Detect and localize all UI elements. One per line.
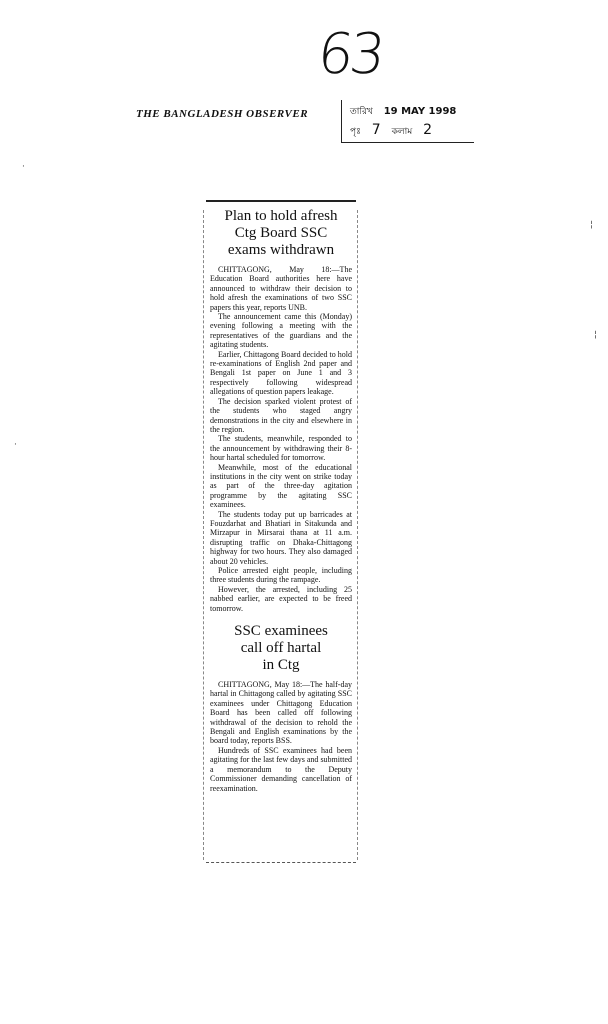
newspaper-name: THE BANGLADESH OBSERVER	[136, 108, 309, 120]
article1-body	[210, 265, 352, 613]
article2-headline-line: call off hartal	[240, 640, 322, 657]
article1-paragraph: The students today put up barricades at Fouzdarhat and Bhatiari in Sitakunda and Mirzapur in Mirsarai thana at 11 a.m. disrupting traffic on Dhaka-Chittagong highway for two hours. They also damaged about 20 vehicles.	[210, 509, 352, 566]
stamp-page-label: পৃঃ	[350, 127, 361, 137]
stamp-page-value: 7	[371, 122, 381, 138]
margin-speck: ·	[14, 440, 17, 450]
article1-paragraph: Meanwhile, most of the educational institutions in the city went on strike today as part of the three-day agitation programme by the agitating SSC examinees.	[210, 462, 352, 510]
stamp-date: 19 MAY 1998	[383, 106, 457, 117]
stamp-date-row	[350, 104, 456, 119]
article2-paragraph: Hundreds of SSC examinees had been agitating for the last few days and submitted a memorandum to the Deputy Commissioner demanding cancellation of reexamination.	[210, 745, 352, 793]
article1-paragraph: The students, meanwhile, responded to the announcement by withdrawing their 8-hour hartal scheduled for tomorrow.	[210, 434, 352, 463]
handwritten-page-number: 63	[314, 22, 385, 87]
newspaper-clipping	[206, 200, 356, 862]
margin-speck: ¦	[590, 220, 594, 230]
stamp-column-label: কলাম	[391, 127, 413, 137]
article2-headline-line: in Ctg	[262, 657, 300, 674]
article1-headline	[206, 208, 356, 259]
article2-headline	[206, 623, 356, 674]
date-stamp	[341, 100, 474, 143]
article1-headline-line: exams withdrawn	[227, 242, 335, 258]
article1-paragraph: Police arrested eight people, including three students during the rampage.	[210, 566, 352, 585]
clipping-bottom-edge	[206, 862, 356, 863]
clipping-right-edge	[357, 210, 360, 860]
stamp-date-label: তারিখ	[350, 107, 373, 117]
article1-paragraph: However, the arrested, including 25 nabbed earlier, are expected to be freed tomorrow.	[210, 584, 352, 613]
article1-paragraph: Earlier, Chittagong Board decided to hold re-examinations of English 2nd paper and Bengali 1st paper on June 1 and 3 respectively following widespread allegations of question papers leakage.	[210, 349, 352, 397]
article2-headline-line: SSC examinees	[234, 623, 328, 640]
article2-body	[210, 680, 352, 793]
margin-speck: ¦	[594, 330, 598, 340]
article1-headline-line: Ctg Board SSC	[234, 225, 328, 241]
stamp-column-value: 2	[423, 122, 433, 138]
article1-headline-line: Plan to hold afresh	[224, 208, 338, 224]
article1-paragraph: The decision sparked violent protest of the students who staged angry demonstrations in the city and elsewhere in the region.	[210, 396, 352, 434]
margin-speck: ·	[22, 162, 25, 172]
article2-paragraph: CHITTAGONG, May 18:—The half-day hartal in Chittagong called by agitating SSC examinees under Chittagong Education Board has been called off following withdrawal of the decision to rehold the Bengali and English examinations by the board today, reports BSS.	[210, 680, 352, 746]
article1-paragraph: CHITTAGONG, May 18:—The Education Board authorities here have announced to withdraw their decision to hold afresh the examinations of two SSC papers this year, reports UNB.	[210, 265, 352, 312]
article1-paragraph: The announcement came this (Monday) evening following a meeting with the representatives of the guardians and the agitating students.	[210, 312, 352, 350]
stamp-page-row	[350, 122, 440, 139]
